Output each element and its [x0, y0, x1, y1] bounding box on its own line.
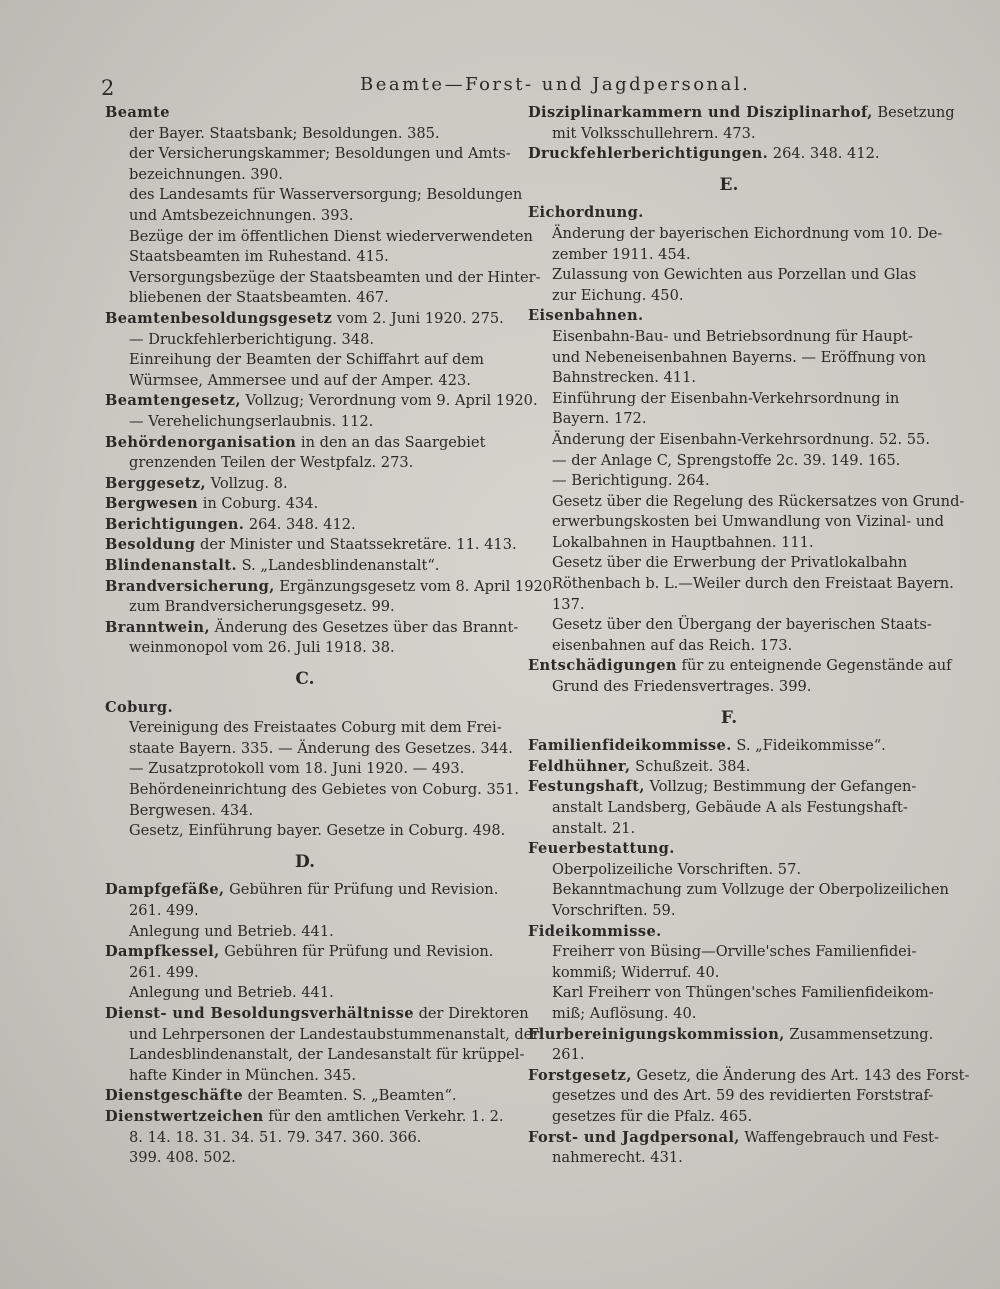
index-entry-text: in Coburg. 434.	[198, 495, 319, 513]
index-entry	[105, 1086, 505, 1107]
index-subentry: der Bayer. Staatsbank; Besoldungen. 385.	[129, 124, 440, 142]
index-subentry: zember 1911. 454.	[552, 245, 691, 263]
index-subentry: Einführung der Eisenbahn-Verkehrsordnung in	[552, 389, 900, 407]
index-entry-text: der Minister und Staatssekretäre. 11. 413.	[195, 536, 517, 554]
index-entry	[528, 922, 930, 943]
index-subentry: und Nebeneisenbahnen Bayerns. — Eröffnung von	[552, 348, 926, 366]
index-entry	[528, 757, 930, 778]
index-keyword: Dampfgefäße,	[105, 881, 225, 899]
index-entry-text: Vollzug. 8.	[206, 474, 288, 492]
index-keyword: Eisenbahnen.	[528, 307, 644, 325]
left-column	[105, 103, 553, 1169]
index-subentry: kommiß; Widerruf. 40.	[552, 963, 720, 981]
index-subentry: Bergwesen. 434.	[129, 801, 254, 819]
index-entry-text: Zusammensetzung.	[784, 1025, 934, 1043]
index-subentry: Gesetz über den Übergang der bayerischen Staats-	[552, 616, 932, 634]
index-entry	[528, 777, 930, 798]
index-entry	[528, 1025, 934, 1046]
index-subentry: anstalt. 21.	[552, 819, 636, 837]
index-subentry: Lokalbahnen in Hauptbahnen. 111.	[552, 533, 814, 551]
index-subentry: Würmsee, Ammersee und auf der Amper. 423.	[129, 371, 471, 389]
index-entry	[528, 736, 930, 757]
index-keyword: Bergwesen	[105, 495, 199, 513]
index-subentry: bezeichnungen. 390.	[129, 165, 283, 183]
index-keyword: Entschädigungen	[528, 657, 677, 675]
index-subentry: und Lehrpersonen der Landestaubstummenanstalt, der	[129, 1025, 540, 1043]
index-subentry: miß; Auflösung. 40.	[552, 1004, 697, 1022]
index-subentry: 261. 499.	[129, 901, 199, 919]
index-subentry: Oberpolizeiliche Vorschriften. 57.	[552, 860, 802, 878]
index-entry	[105, 577, 553, 598]
index-subentry: Behördeneinrichtung des Gebietes von Coburg. 351.	[129, 781, 519, 798]
index-keyword: Blindenanstalt.	[105, 557, 237, 575]
index-subentry: eisenbahnen auf das Reich. 173.	[552, 636, 793, 654]
index-subentry: — Verehelichungserlaubnis. 112.	[129, 412, 374, 430]
index-entry-text: für zu enteignende Gegenstände auf	[676, 657, 952, 675]
index-subentry: Gesetz, Einführung bayer. Gesetze in Coburg. 498.	[129, 822, 506, 840]
index-subentry: — Berichtigung. 264.	[552, 472, 710, 490]
index-keyword: Familienfideikommisse.	[528, 737, 732, 755]
index-entry-text: vom 2. Juni 1920. 275.	[332, 309, 504, 327]
index-subentry: Zulassung von Gewichten aus Porzellan und Glas	[552, 266, 917, 284]
index-entry	[528, 306, 930, 327]
index-subentry: Freiherr von Büsing—Orville'sches Familienfidei-	[552, 943, 917, 961]
index-subentry: Landesblindenanstalt, der Landesanstalt für krüppel-	[129, 1046, 525, 1064]
index-entry	[528, 203, 930, 224]
index-subentry: zum Brandversicherungsgesetz. 99.	[129, 598, 395, 616]
index-entry-text: Gesetz, die Änderung des Art. 143 des Forst-	[631, 1066, 970, 1084]
index-keyword: Berggesetz,	[105, 474, 207, 492]
index-subentry: bliebenen der Staatsbeamten. 467.	[129, 289, 389, 307]
index-subentry: zur Eichung. 450.	[552, 286, 684, 304]
index-keyword: Dienstwertzeichen	[105, 1107, 264, 1125]
index-entry-text: Schußzeit. 384.	[630, 757, 751, 775]
index-subentry: 399. 408. 502.	[129, 1149, 236, 1167]
index-keyword: Coburg.	[105, 698, 173, 716]
index-keyword: Dienst- und Besoldungsverhältnisse	[105, 1004, 414, 1022]
index-entry	[105, 880, 505, 901]
index-keyword: Druckfehlerberichtigungen.	[528, 145, 769, 163]
running-head: Beamte—Forst- und Jagdpersonal.	[360, 74, 751, 95]
index-entry	[105, 698, 505, 719]
index-entry	[105, 1004, 529, 1025]
index-entry-text: Gebühren für Prüfung und Revision.	[224, 881, 499, 899]
index-subentry: Eisenbahn-Bau- und Betriebsordnung für Haupt-	[552, 327, 913, 345]
index-subentry: Bayern. 172.	[552, 410, 647, 428]
index-entry	[528, 103, 955, 124]
index-subentry: 261. 499.	[129, 963, 199, 981]
index-entry	[528, 839, 930, 860]
index-subentry: Anlegung und Betrieb. 441.	[129, 984, 334, 1002]
index-entry-text: S. „Fideikommisse“.	[731, 737, 886, 755]
index-entry-text: für den amtlichen Verkehr. 1. 2.	[263, 1107, 504, 1125]
index-keyword: Feuerbestattung.	[528, 840, 675, 858]
index-keyword: Berichtigungen.	[105, 515, 245, 533]
index-entry	[105, 309, 505, 330]
index-subentry: der Versicherungskammer; Besoldungen und Amts-	[129, 145, 511, 163]
index-subentry: — der Anlage C, Sprengstoffe 2c. 39. 149. 165.	[552, 451, 901, 469]
section-letter: F.	[720, 707, 738, 728]
index-subentry: 261.	[552, 1046, 585, 1064]
right-column	[528, 103, 970, 1169]
index-entry-text: der Direktoren	[413, 1004, 529, 1022]
section-letter: E.	[719, 174, 739, 195]
index-entry	[528, 144, 930, 165]
index-entry	[105, 556, 505, 577]
index-entry	[105, 103, 505, 124]
index-entry	[105, 535, 517, 556]
index-subentry: Karl Freiherr von Thüngen'sches Familienfideikom-	[552, 984, 934, 1002]
index-keyword: Beamtengesetz,	[105, 392, 241, 410]
index-subentry: Änderung der Eisenbahn-Verkehrsordnung. 52. 55.	[552, 430, 930, 448]
index-entry-text: Änderung des Gesetzes über das Brannt-	[209, 618, 519, 636]
index-keyword: Forst- und Jagdpersonal,	[528, 1128, 740, 1146]
index-subentry: Staatsbeamten im Ruhestand. 415.	[129, 248, 389, 266]
index-keyword: Beamtenbesoldungsgesetz	[105, 309, 333, 327]
index-subentry: 137.	[552, 595, 585, 613]
index-subentry: Vorschriften. 59.	[552, 901, 676, 919]
index-keyword: Disziplinarkammern und Disziplinarhof,	[528, 104, 873, 121]
index-entry-text: Vollzug; Verordnung vom 9. April 1920.	[240, 392, 538, 410]
index-keyword: Eichordnung.	[528, 204, 644, 222]
index-entry	[528, 1066, 970, 1087]
index-keyword: Forstgesetz,	[528, 1066, 632, 1084]
index-entry-text: S. „Landesblindenanstalt“.	[236, 557, 440, 575]
index-subentry: Bahnstrecken. 411.	[552, 369, 697, 387]
index-subentry: Grund des Friedensvertrages. 399.	[552, 678, 812, 696]
index-entry	[105, 494, 505, 515]
index-subentry: Gesetz über die Regelung des Rückersatzes von Grund-	[552, 492, 965, 510]
index-subentry: erwerbungskosten bei Umwandlung von Vizinal- und	[552, 513, 945, 531]
index-entry-text: 264. 348. 412.	[244, 515, 356, 533]
index-entry-text: Waffengebrauch und Fest-	[739, 1128, 939, 1146]
index-entry-text: Vollzug; Bestimmung der Gefangen-	[644, 778, 917, 796]
index-entry	[105, 1107, 505, 1128]
index-entry-text: in den an das Saargebiet	[296, 433, 486, 451]
index-keyword: Flurbereinigungskommission,	[528, 1025, 785, 1043]
index-entry	[105, 474, 505, 495]
index-keyword: Besoldung	[105, 536, 196, 554]
index-keyword: Festungshaft,	[528, 778, 645, 796]
index-subentry: weinmonopol vom 26. Juli 1918. 38.	[129, 639, 395, 657]
section-letter: D.	[294, 851, 316, 872]
index-subentry: gesetzes und des Art. 59 des revidierten Forststraf-	[552, 1087, 934, 1105]
index-subentry: Vereinigung des Freistaates Coburg mit dem Frei-	[129, 719, 502, 737]
index-subentry: mit Volksschullehrern. 473.	[552, 124, 756, 142]
section-letter: C.	[295, 669, 315, 690]
index-entry	[105, 618, 519, 639]
index-entry	[528, 656, 952, 677]
index-subentry: nahmerecht. 431.	[552, 1149, 683, 1167]
index-keyword: Fideikommisse.	[528, 922, 662, 940]
index-entry-text: der Beamten. S. „Beamten“.	[243, 1087, 457, 1105]
index-keyword: Brandversicherung,	[105, 577, 275, 595]
index-subentry: anstalt Landsberg, Gebäude A als Festungshaft-	[552, 799, 908, 816]
index-keyword: Branntwein,	[105, 618, 210, 636]
index-subentry: — Zusatzprotokoll vom 18. Juni 1920. — 493.	[129, 760, 465, 778]
index-keyword: Behördenorganisation	[105, 433, 297, 451]
index-entry	[105, 515, 505, 536]
index-subentry: Einreihung der Beamten der Schiffahrt auf dem	[129, 351, 484, 369]
index-keyword: Dampfkessel,	[105, 943, 220, 961]
page-number: 2	[101, 76, 115, 100]
index-subentry: des Landesamts für Wasserversorgung; Besoldungen	[129, 186, 523, 204]
index-entry-text: Gebühren für Prüfung und Revision.	[219, 943, 494, 961]
index-entry-text: 264. 348. 412.	[768, 145, 880, 163]
index-subentry: Bekanntmachung zum Vollzuge der Oberpolizeilichen	[552, 881, 949, 899]
index-subentry: Anlegung und Betrieb. 441.	[129, 922, 334, 940]
index-subentry: 8. 14. 18. 31. 34. 51. 79. 347. 360. 366.	[129, 1128, 422, 1146]
index-subentry: grenzenden Teilen der Westpfalz. 273.	[129, 454, 414, 472]
index-subentry: Röthenbach b. L.—Weiler durch den Freistaat Bayern.	[552, 575, 954, 593]
index-subentry: und Amtsbezeichnungen. 393.	[129, 206, 354, 224]
index-keyword: Beamte	[105, 104, 170, 121]
index-subentry: Versorgungsbezüge der Staatsbeamten und der Hinter-	[129, 268, 541, 286]
index-entry-text: Besetzung	[872, 104, 955, 121]
index-subentry: staate Bayern. 335. — Änderung des Gesetzes. 344.	[129, 739, 513, 757]
index-keyword: Feldhühner,	[528, 757, 631, 775]
index-subentry: Gesetz über die Erwerbung der Privatlokalbahn	[552, 554, 908, 572]
index-entry	[528, 1128, 939, 1149]
index-entry	[105, 942, 505, 963]
index-entry	[105, 433, 505, 454]
index-entry	[105, 391, 538, 412]
index-entry-text: Ergänzungsgesetz vom 8. April 1920	[274, 577, 553, 595]
index-subentry: — Druckfehlerberichtigung. 348.	[129, 330, 375, 348]
index-subentry: Bezüge der im öffentlichen Dienst wiederverwendeten	[129, 227, 533, 245]
index-subentry: hafte Kinder in München. 345.	[129, 1066, 357, 1084]
index-subentry: gesetzes für die Pfalz. 465.	[552, 1107, 753, 1125]
index-keyword: Dienstgeschäfte	[105, 1087, 244, 1105]
index-subentry: Änderung der bayerischen Eichordnung vom 10. De-	[552, 224, 943, 242]
